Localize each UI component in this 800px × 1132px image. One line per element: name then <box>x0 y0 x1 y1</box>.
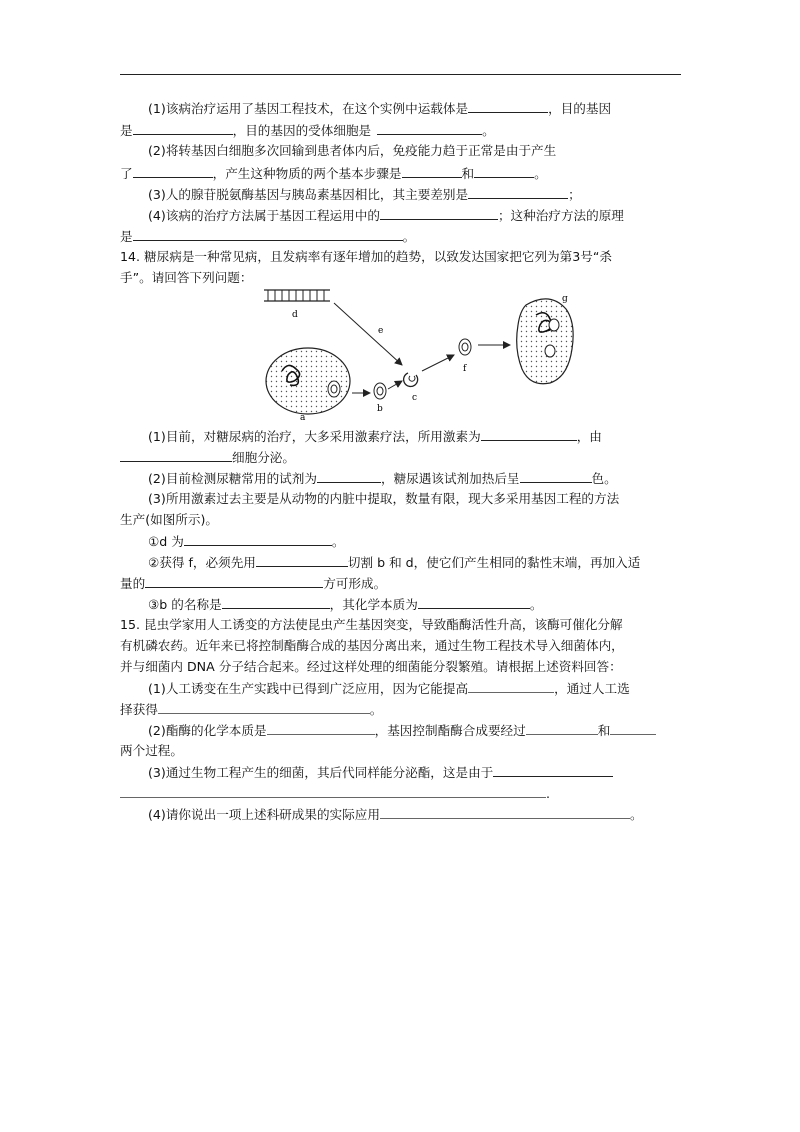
q15-part3-line2 <box>120 783 550 804</box>
q15-part4-text: (4)请你说出一项上述科研成果的实际应用 <box>148 807 380 822</box>
q13-part1-line2 <box>120 120 495 141</box>
q14-part1-line1 <box>148 426 602 447</box>
q15-reason-blank[interactable] <box>493 762 613 777</box>
q15-part3-text: (3)通过生物工程产生的细菌，其后代同样能分泌酯，这是由于 <box>148 765 494 780</box>
q14-part2-text-c: 色。 <box>591 471 617 486</box>
q14-b-name-blank[interactable] <box>222 594 330 609</box>
q15-part1-text: (1)人工诱变在生产实践中已得到广泛应用，因为它能提高 <box>148 681 469 696</box>
q13-part2-text-b: 了 <box>120 166 133 181</box>
label-e: e <box>378 326 384 336</box>
q13-part2-text-d: 和 <box>461 166 475 181</box>
q14-sub1-line <box>148 531 344 552</box>
q14-hormone-blank[interactable] <box>481 426 577 441</box>
q13-part1-text-e: 。 <box>482 123 495 138</box>
q15-chemical-nature-blank[interactable] <box>267 720 375 735</box>
q15-part4-text-b: 。 <box>629 807 643 822</box>
q13-part3-line <box>148 184 581 205</box>
q14-color-blank[interactable] <box>520 468 592 483</box>
q14-part3-text: (3)所用激素过去主要是从动物的内脏中提取，数量有限，现大多采用基因工程的方法 <box>148 491 620 506</box>
q13-substance-blank[interactable] <box>133 163 213 178</box>
q15-part3-text-b: . <box>546 786 551 801</box>
q14-enzyme-blank[interactable] <box>256 552 348 567</box>
q13-part1-text-d: ，目的基因的受体细胞是 <box>232 123 372 138</box>
q14-sub3-text: ③b 的名称是 <box>148 597 222 612</box>
q13-part4-text-c: 是 <box>120 229 133 244</box>
q14-sub2-text-b: 切割 b 和 d，使它们产生相同的黏性末端，再加入适 <box>347 555 641 570</box>
q13-application-blank[interactable] <box>380 205 498 220</box>
q14-sub2-line1 <box>148 552 640 573</box>
q14-ligase-blank[interactable] <box>145 573 323 588</box>
q14-sub2-line2 <box>120 573 386 594</box>
q13-part3-text-b: ； <box>568 187 581 202</box>
q13-difference-blank[interactable] <box>468 184 568 199</box>
q13-part1-line1 <box>148 98 611 119</box>
q13-part2-text-c: ，产生这种物质的两个基本步骤是 <box>212 166 402 181</box>
q14-intro-line1 <box>120 247 612 267</box>
q15-intro-line2 <box>120 636 624 656</box>
q13-part2-text-e: 。 <box>534 166 547 181</box>
q14-sub3-text-c: 。 <box>529 597 543 612</box>
q14-part3-line1 <box>148 489 619 509</box>
q13-part2-line1 <box>148 141 556 161</box>
q13-part1-text-c: 是 <box>120 123 133 138</box>
q13-part4-text-b: ；这种治疗方法的原理 <box>497 208 624 223</box>
q13-step2-blank[interactable] <box>474 163 534 178</box>
q15-mutation-rate-blank[interactable] <box>468 678 554 693</box>
host-cell-g <box>517 299 573 384</box>
q13-part3-text: (3)人的腺苷脱氨酶基因与胰岛素基因相比，其主要差别是 <box>148 187 469 202</box>
q14-intro-text: 14. 糖尿病是一种常见病，且发病率有逐年增加的趋势，以致发达国家把它列为第3号“杀 <box>120 249 612 264</box>
q15-part1-line1 <box>148 678 630 699</box>
q14-part3-text-b: 生产(如图所示)。 <box>120 512 218 527</box>
q14-chemical-nature-blank[interactable] <box>418 594 530 609</box>
q15-process2-blank[interactable] <box>610 720 656 735</box>
q13-part2-line2 <box>120 163 547 184</box>
q15-intro-line1 <box>120 615 623 635</box>
q14-d-name-blank[interactable] <box>184 531 332 546</box>
q13-vector-blank[interactable] <box>468 98 548 113</box>
arrow-e <box>334 303 402 365</box>
q15-intro-text: 15. 昆虫学家用人工诱变的方法使昆虫产生基因突变，导致酯酶活性升高，该酶可催化分解 <box>120 617 623 632</box>
q15-part2-text: (2)酯酶的化学本质是 <box>148 723 267 738</box>
cut-plasmid-c <box>404 373 418 386</box>
q15-process1-blank[interactable] <box>526 720 598 735</box>
q13-step1-blank[interactable] <box>402 163 462 178</box>
q15-part2-text-b: ，基因控制酯酶合成要经过 <box>374 723 526 738</box>
q15-reason-continued-blank[interactable] <box>120 783 546 798</box>
q14-sub3-text-b: ，其化学本质为 <box>329 597 418 612</box>
arrow-b-c <box>388 381 402 389</box>
gene-engineering-diagram <box>250 285 580 423</box>
q15-part2-line1 <box>148 720 656 741</box>
label-f: f <box>463 364 467 374</box>
q14-part2-line <box>148 468 617 489</box>
q15-part2-line2 <box>120 741 183 761</box>
q14-sub1-text-b: 。 <box>331 534 345 549</box>
q13-recipient-cell-blank[interactable] <box>377 120 482 135</box>
q14-part2-text-b: ，糖尿遇该试剂加热后呈 <box>380 471 520 486</box>
q15-part1-text-d: 。 <box>369 702 383 717</box>
q15-part4-line <box>148 804 643 825</box>
q15-intro-text-2: 有机磷农药。近年来已将控制酯酶合成的基因分离出来，通过生物工程技术导入细菌体内， <box>120 638 624 653</box>
q15-application-blank[interactable] <box>380 804 630 819</box>
label-b: b <box>377 404 383 414</box>
q14-part1-text: (1)目前，对糖尿病的治疗，大多采用激素疗法，所用激素为 <box>148 429 481 444</box>
label-c: c <box>412 393 418 403</box>
q15-intro-text-3: 并与细菌内 DNA 分子结合起来。经过这样处理的细菌能分裂繁殖。请根据上述资料回答： <box>120 659 622 674</box>
q13-part2-text: (2)将转基因白细胞多次回输到患者体内后，免疫能力趋于正常是由于产生 <box>148 143 557 158</box>
q13-principle-blank[interactable] <box>133 226 403 241</box>
q15-part1-text-c: 择获得 <box>120 702 158 717</box>
q13-target-gene-blank[interactable] <box>133 120 233 135</box>
q14-reagent-blank[interactable] <box>317 468 381 483</box>
q14-cell-blank[interactable] <box>120 447 232 462</box>
q14-sub2-text-d: 方可形成。 <box>323 576 387 591</box>
q14-part1-text-b: ，由 <box>576 429 602 444</box>
q14-part1-line2 <box>120 447 295 468</box>
q14-part2-text: (2)目前检测尿糖常用的试剂为 <box>148 471 317 486</box>
q14-intro-text-2: 手”。请回答下列问题： <box>120 270 253 285</box>
q13-part4-line1 <box>148 205 624 226</box>
q14-sub2-text-c: 量的 <box>120 576 146 591</box>
q15-part2-text-d: 两个过程。 <box>120 743 183 758</box>
q14-intro-line2 <box>120 268 252 288</box>
q15-part1-text-b: ，通过人工选 <box>554 681 630 696</box>
plasmid-b <box>374 383 386 399</box>
q13-part4-line2 <box>120 226 415 247</box>
cell-a <box>266 348 350 414</box>
recombinant-plasmid-f <box>459 339 471 355</box>
q13-part4-text: (4)该病的治疗方法属于基因工程运用中的 <box>148 208 380 223</box>
q15-intro-line3 <box>120 657 622 677</box>
q14-sub3-line <box>148 594 542 615</box>
q14-sub2-text: ②获得 f，必须先用 <box>148 555 256 570</box>
q13-part1-text-b: ，目的基因 <box>548 101 612 116</box>
dna-fragment-d <box>264 290 330 301</box>
label-g: g <box>562 294 568 304</box>
header-rule <box>120 74 681 75</box>
q15-part1-line2 <box>120 699 382 720</box>
q14-part3-line2 <box>120 510 218 530</box>
q15-part3-line1 <box>148 762 613 783</box>
q14-sub1-text: ①d 为 <box>148 534 184 549</box>
q13-part4-text-d: 。 <box>402 229 416 244</box>
q14-part1-text-c: 细胞分泌。 <box>232 450 295 465</box>
label-d: d <box>292 310 298 320</box>
q15-selection-blank[interactable] <box>158 699 370 714</box>
q15-part2-text-c: 和 <box>597 723 611 738</box>
arrow-c-f <box>422 355 454 371</box>
label-a: a <box>300 413 306 423</box>
q13-part1-text: (1)该病治疗运用了基因工程技术，在这个实例中运载体是 <box>148 101 469 116</box>
